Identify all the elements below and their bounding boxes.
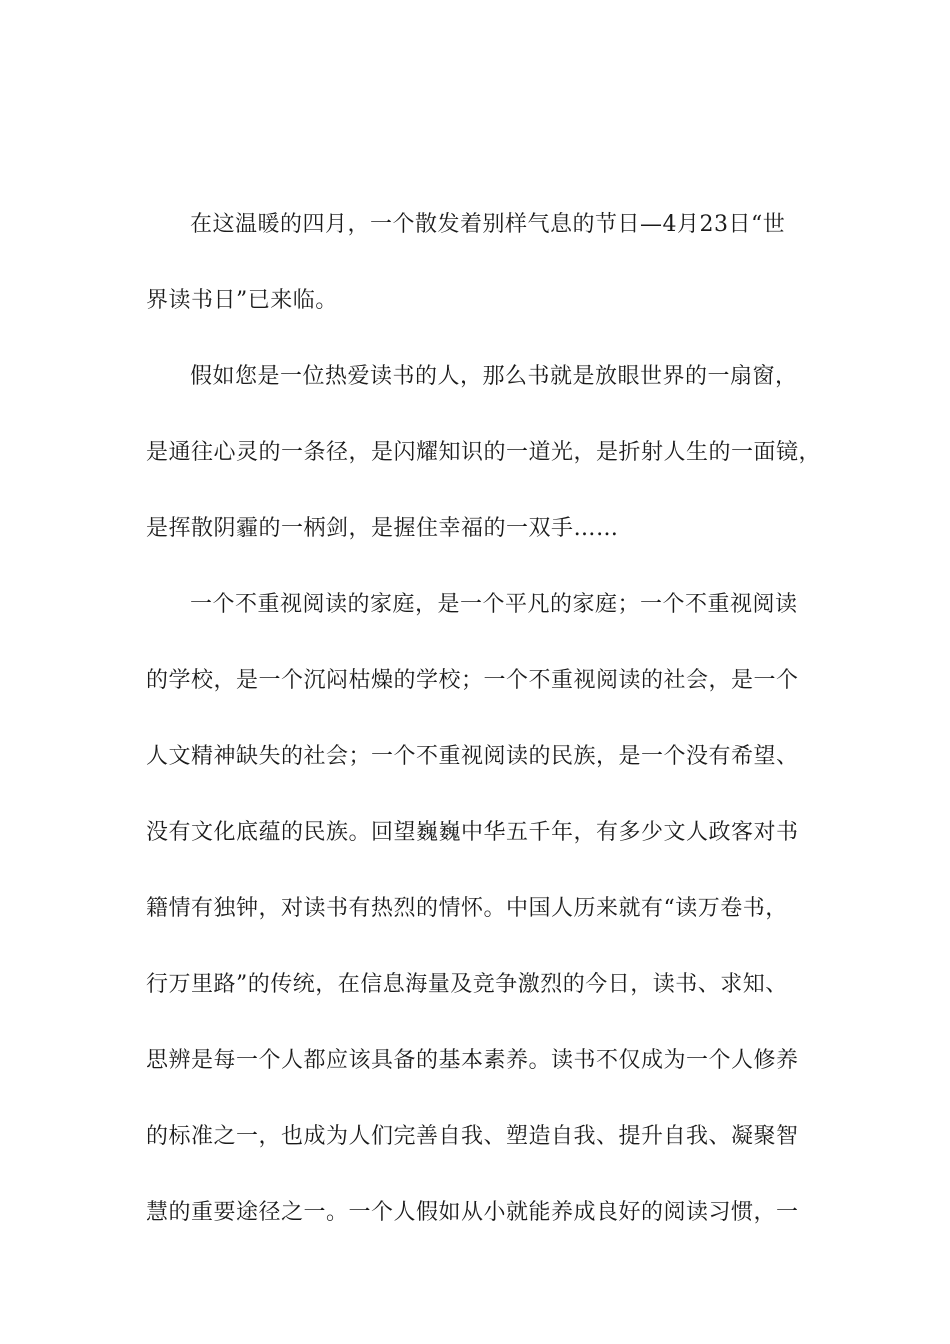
paragraph-3-line-2: 的学校，是一个沉闷枯燥的学校；一个不重视阅读的社会，是一个 xyxy=(146,668,799,693)
paragraph-3-line-4: 没有文化底蕴的民族。回望巍巍中华五千年，有多少文人政客对书 xyxy=(146,820,799,845)
paragraph-2-line-3: 是挥散阴霾的一柄剑，是握住幸福的一双手…… xyxy=(146,516,619,541)
paragraph-1-line-2: 界读书日”已来临。 xyxy=(146,288,338,313)
paragraph-2-line-2: 是通往心灵的一条径，是闪耀知识的一道光，是折射人生的一面镜， xyxy=(146,440,822,465)
paragraph-3-line-7: 思辨是每一个人都应该具备的基本素养。读书不仅成为一个人修养 xyxy=(146,1048,799,1073)
paragraph-3-line-1: 一个不重视阅读的家庭，是一个平凡的家庭；一个不重视阅读 xyxy=(190,592,798,617)
paragraph-2-line-1: 假如您是一位热爱读书的人，那么书就是放眼世界的一扇窗， xyxy=(190,364,798,389)
paragraph-1-line-1: 在这温暖的四月，一个散发着别样气息的节日—4月23日“世 xyxy=(190,212,786,237)
paragraph-3-line-5: 籍情有独钟，对读书有热烈的情怀。中国人历来就有“读万卷书， xyxy=(146,896,788,921)
paragraph-3-line-8: 的标准之一，也成为人们完善自我、塑造自我、提升自我、凝聚智 xyxy=(146,1124,799,1149)
paragraph-3-line-3: 人文精神缺失的社会；一个不重视阅读的民族，是一个没有希望、 xyxy=(146,744,799,769)
paragraph-3-line-6: 行万里路”的传统，在信息海量及竞争激烈的今日，读书、求知、 xyxy=(146,972,788,997)
paragraph-3-line-9: 慧的重要途径之一。一个人假如从小就能养成良好的阅读习惯，一 xyxy=(146,1200,799,1225)
